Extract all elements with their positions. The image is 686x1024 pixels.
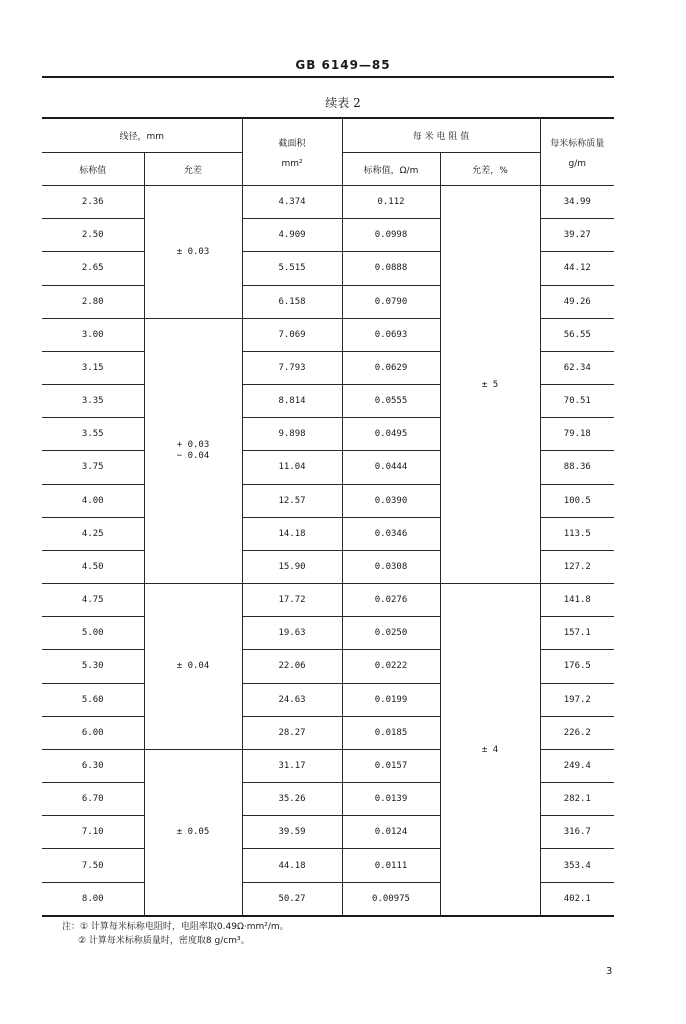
resistance-cell: 0.0790 bbox=[342, 285, 440, 318]
nominal-cell: 3.15 bbox=[42, 351, 144, 384]
mass-cell: 316.7 bbox=[540, 816, 614, 849]
resistance-cell: 0.0693 bbox=[342, 318, 440, 351]
area-cell: 15.90 bbox=[242, 550, 342, 583]
area-cell: 17.72 bbox=[242, 584, 342, 617]
diameter-group-header: 线径，mm bbox=[42, 118, 242, 153]
mass-cell: 353.4 bbox=[540, 849, 614, 882]
area-cell: 6.158 bbox=[242, 285, 342, 318]
mass-cell: 88.36 bbox=[540, 451, 614, 484]
resistance-cell: 0.0199 bbox=[342, 683, 440, 716]
cross-section-unit: mm² bbox=[281, 158, 303, 169]
nominal-cell: 4.25 bbox=[42, 517, 144, 550]
resistance-cell: 0.0185 bbox=[342, 716, 440, 749]
area-cell: 11.04 bbox=[242, 451, 342, 484]
nominal-cell: 5.00 bbox=[42, 617, 144, 650]
mass-cell: 70.51 bbox=[540, 385, 614, 418]
area-cell: 22.06 bbox=[242, 650, 342, 683]
mass-cell: 79.18 bbox=[540, 418, 614, 451]
area-cell: 7.793 bbox=[242, 351, 342, 384]
note-2: ② 计算每米标称质量时，密度取8 g/cm³。 bbox=[78, 936, 250, 946]
nominal-cell: 2.80 bbox=[42, 285, 144, 318]
mass-cell: 141.8 bbox=[540, 584, 614, 617]
nominal-cell: 7.50 bbox=[42, 849, 144, 882]
page-number: 3 bbox=[606, 966, 613, 977]
resistance-group-header: 每 米 电 阻 值 bbox=[342, 118, 540, 153]
nominal-cell: 3.55 bbox=[42, 418, 144, 451]
resistance-tolerance-header: 允差，% bbox=[440, 153, 540, 186]
area-cell: 12.57 bbox=[242, 484, 342, 517]
note-1: 注：① 计算每米标称电阻时，电阻率取0.49Ω·mm²/m。 bbox=[62, 922, 289, 932]
mass-cell: 56.55 bbox=[540, 318, 614, 351]
resistance-cell: 0.0308 bbox=[342, 550, 440, 583]
resistance-cell: 0.0124 bbox=[342, 816, 440, 849]
mass-cell: 226.2 bbox=[540, 716, 614, 749]
nominal-cell: 8.00 bbox=[42, 882, 144, 916]
mass-header bbox=[540, 118, 614, 186]
resistance-cell: 0.0139 bbox=[342, 783, 440, 816]
resistance-cell: 0.0276 bbox=[342, 584, 440, 617]
nominal-cell: 2.65 bbox=[42, 252, 144, 285]
mass-cell: 100.5 bbox=[540, 484, 614, 517]
tolerance-lower: − 0.04 bbox=[176, 450, 210, 461]
resistance-tolerance-cell: ± 5 bbox=[440, 186, 540, 584]
mass-cell: 197.2 bbox=[540, 683, 614, 716]
resistance-cell: 0.0346 bbox=[342, 517, 440, 550]
resistance-cell: 0.0250 bbox=[342, 617, 440, 650]
area-cell: 39.59 bbox=[242, 816, 342, 849]
resistance-cell: 0.0390 bbox=[342, 484, 440, 517]
table-row bbox=[42, 186, 614, 219]
mass-cell: 176.5 bbox=[540, 650, 614, 683]
nominal-cell: 3.35 bbox=[42, 385, 144, 418]
mass-cell: 34.99 bbox=[540, 186, 614, 219]
area-cell: 28.27 bbox=[242, 716, 342, 749]
diameter-tolerance-cell: ± 0.04 bbox=[144, 584, 242, 750]
resistance-tolerance-cell: ± 4 bbox=[440, 584, 540, 916]
nominal-cell: 4.00 bbox=[42, 484, 144, 517]
area-cell: 4.909 bbox=[242, 219, 342, 252]
table-notes bbox=[62, 920, 289, 948]
tolerance-header: 允差 bbox=[144, 153, 242, 186]
mass-cell: 157.1 bbox=[540, 617, 614, 650]
resistance-cell: 0.0222 bbox=[342, 650, 440, 683]
mass-unit: g/m bbox=[568, 158, 587, 169]
resistance-cell: 0.112 bbox=[342, 186, 440, 219]
mass-cell: 62.34 bbox=[540, 351, 614, 384]
mass-cell: 282.1 bbox=[540, 783, 614, 816]
area-cell: 35.26 bbox=[242, 783, 342, 816]
resistance-cell: 0.0555 bbox=[342, 385, 440, 418]
mass-cell: 249.4 bbox=[540, 749, 614, 782]
mass-cell: 44.12 bbox=[540, 252, 614, 285]
nominal-cell: 3.75 bbox=[42, 451, 144, 484]
mass-cell: 49.26 bbox=[540, 285, 614, 318]
resistance-cell: 0.0111 bbox=[342, 849, 440, 882]
resistance-cell: 0.0157 bbox=[342, 749, 440, 782]
area-cell: 19.63 bbox=[242, 617, 342, 650]
nominal-cell: 5.60 bbox=[42, 683, 144, 716]
cross-section-label: 截面积 bbox=[278, 138, 306, 149]
resistance-cell: 0.0998 bbox=[342, 219, 440, 252]
resistance-cell: 0.0888 bbox=[342, 252, 440, 285]
area-cell: 14.18 bbox=[242, 517, 342, 550]
nominal-cell: 4.50 bbox=[42, 550, 144, 583]
nominal-cell: 6.30 bbox=[42, 749, 144, 782]
area-cell: 9.898 bbox=[242, 418, 342, 451]
area-cell: 4.374 bbox=[242, 186, 342, 219]
resistance-cell: 0.0629 bbox=[342, 351, 440, 384]
mass-cell: 127.2 bbox=[540, 550, 614, 583]
mass-label: 每米标称质量 bbox=[550, 138, 605, 149]
resistance-nominal-header: 标称值，Ω/m bbox=[342, 153, 440, 186]
mass-cell: 113.5 bbox=[540, 517, 614, 550]
resistance-cell: 0.0444 bbox=[342, 451, 440, 484]
diameter-tolerance-cell bbox=[144, 318, 242, 583]
table-caption: 续表 2 bbox=[325, 96, 361, 110]
diameter-tolerance-cell: ± 0.03 bbox=[144, 186, 242, 319]
area-cell: 5.515 bbox=[242, 252, 342, 285]
resistance-cell: 0.00975 bbox=[342, 882, 440, 916]
nominal-cell: 5.30 bbox=[42, 650, 144, 683]
nominal-cell: 7.10 bbox=[42, 816, 144, 849]
area-cell: 24.63 bbox=[242, 683, 342, 716]
mass-cell: 39.27 bbox=[540, 219, 614, 252]
area-cell: 7.069 bbox=[242, 318, 342, 351]
area-cell: 8.814 bbox=[242, 385, 342, 418]
table-row bbox=[42, 584, 614, 617]
area-cell: 31.17 bbox=[242, 749, 342, 782]
nominal-cell: 2.50 bbox=[42, 219, 144, 252]
area-cell: 50.27 bbox=[242, 882, 342, 916]
area-cell: 44.18 bbox=[242, 849, 342, 882]
cross-section-header bbox=[242, 118, 342, 186]
resistance-cell: 0.0495 bbox=[342, 418, 440, 451]
nominal-cell: 2.36 bbox=[42, 186, 144, 219]
nominal-cell: 6.00 bbox=[42, 716, 144, 749]
nominal-cell: 6.70 bbox=[42, 783, 144, 816]
header-rule bbox=[42, 76, 614, 78]
diameter-tolerance-cell: ± 0.05 bbox=[144, 749, 242, 916]
nominal-cell: 3.00 bbox=[42, 318, 144, 351]
mass-cell: 402.1 bbox=[540, 882, 614, 916]
nominal-header: 标称值 bbox=[42, 153, 144, 186]
standard-code: GB 6149—85 bbox=[295, 58, 391, 72]
tolerance-upper: + 0.03 bbox=[176, 439, 210, 450]
nominal-cell: 4.75 bbox=[42, 584, 144, 617]
wire-spec-table bbox=[42, 117, 614, 917]
